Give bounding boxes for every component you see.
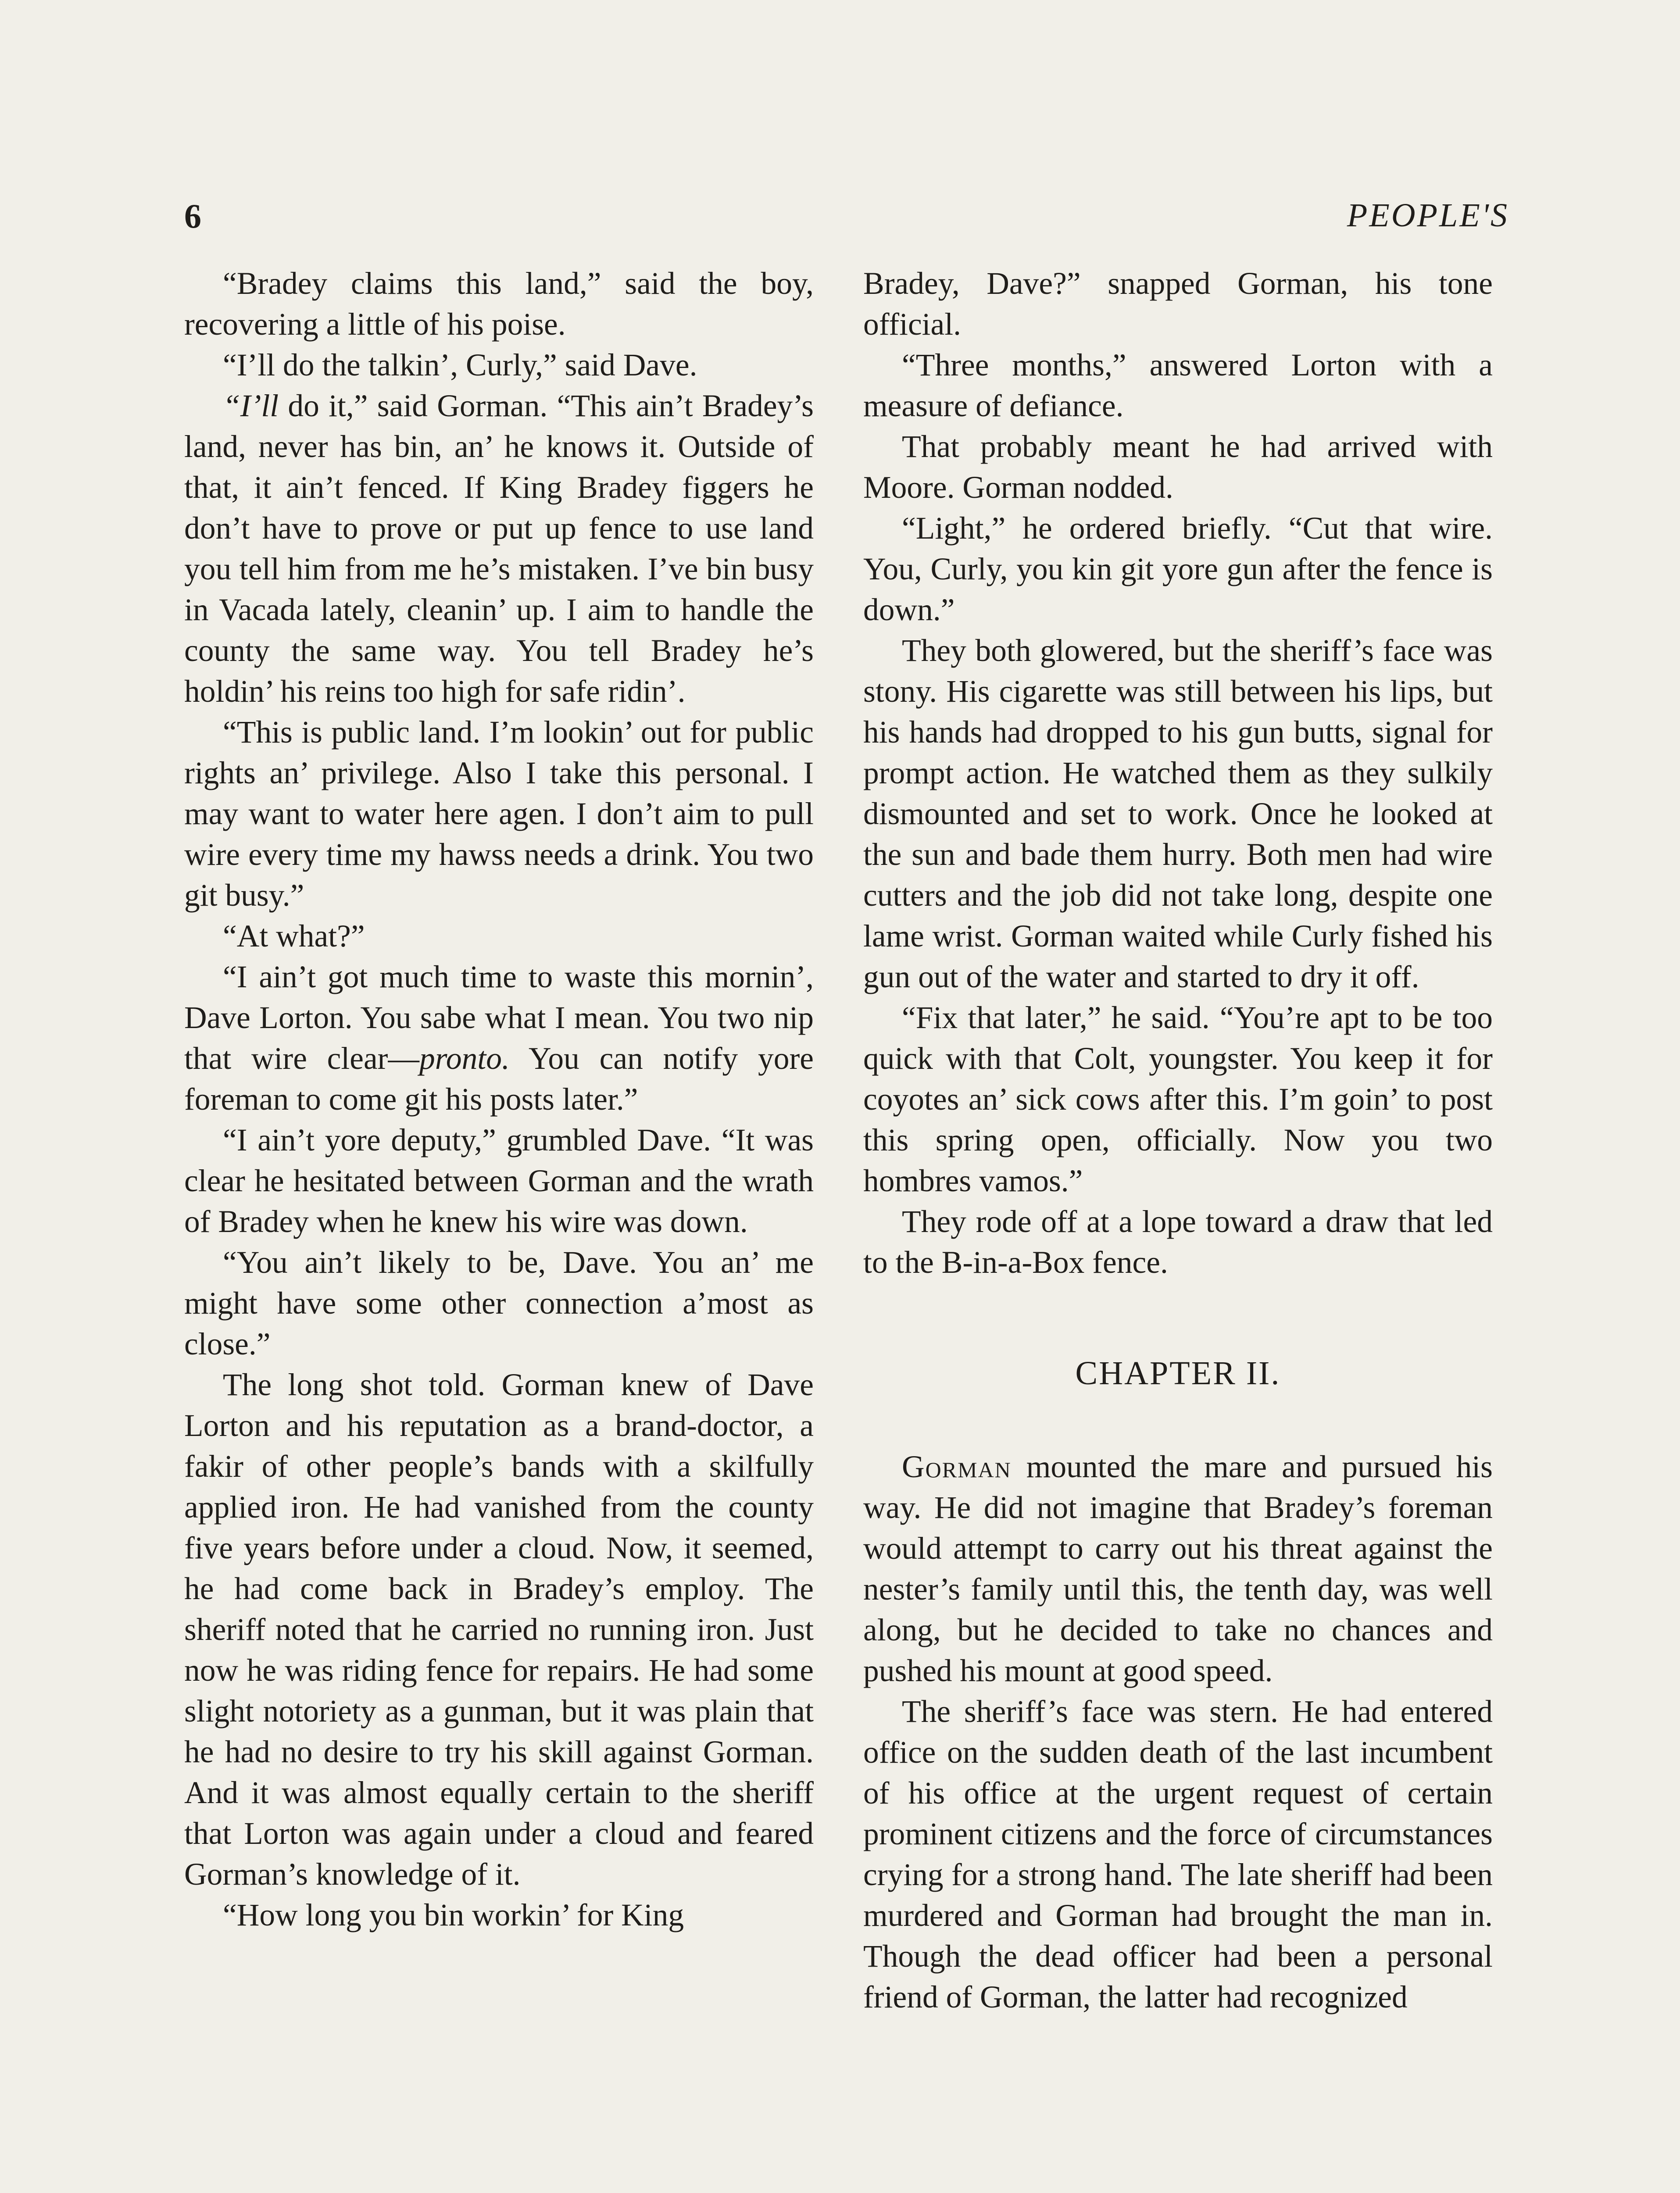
page-number: 6 [184, 197, 201, 235]
chapter-lead-word: Gorman [902, 1450, 1012, 1484]
paragraph: “Bradey claims this land,” said the boy, recovering a little of his poise. [184, 266, 814, 342]
paragraph: “I ain’t yore deputy,” grumbled Dave. “It was clear he hesitated between Gorman and the wrath of Bradey when he knew his wire was down. [184, 1123, 814, 1239]
page-header [184, 196, 1509, 245]
paragraph: “How long you bin workin’ for King [223, 1898, 684, 1932]
paragraph: The long shot told. Gorman knew of Dave Lorton and his reputation as a brand-doctor, a fakir of other people’s bands with a skilfully applied iron. He had vanished from the county five years before under a cloud. Now, it seemed, he had come back in Bradey’s employ. The sheriff noted that he carried no running iron. Just now he was riding fence for repairs. He had some slight notoriety as a gunman, but it was plain that he had no desire to try his skill against Gorman. And it was almost equally certain to the sheriff that Lorton was again under a cloud and feared Gorman’s knowledge of it. [184, 1368, 814, 1892]
paragraph: That probably meant he had arrived with Moore. Gorman nodded. [863, 429, 1493, 505]
paragraph: They rode off at a lope toward a draw that led to the B-in-a-Box fence. [863, 1204, 1493, 1280]
paragraph: “At what?” [223, 919, 365, 954]
paragraph: “You ain’t likely to be, Dave. You an’ me might have some other connection a’most as close.” [184, 1245, 814, 1361]
paragraph: “This is public land. I’m lookin’ out for public rights an’ privilege. Also I take this personal. I may want to water here agen. I don’t aim to pull wire every time my hawss needs a drink. You two git busy.” [184, 715, 814, 913]
running-title: PEOPLE'S [1347, 197, 1509, 234]
paragraph: “I ain’t got much time to waste this mornin’, Dave Lorton. You sabe what I mean. You two nip that wire clear—pronto. You can notify yore foreman to come git his posts later.” [184, 960, 814, 1117]
paragraph: “I’ll do it,” said Gorman. “This ain’t Bradey’s land, never has bin, an’ he knows it. Outside of that, it ain’t fenced. If King Bradey figgers he don’t have to prove or put up fence to use land you tell him from me he’s mistaken. I’ve bin busy in Vacada lately, cleanin’ up. I aim to handle the county the same way. You tell Bradey he’s holdin’ his reins too high for safe ridin’. [184, 389, 814, 709]
paragraph: “Fix that later,” he said. “You’re apt to be too quick with that Colt, youngster. You keep it for coyotes an’ sick cows after this. I’m goin’ to post this spring open, officially. Now you two hombres vamos.” [863, 1000, 1493, 1198]
left-column [184, 263, 814, 1936]
paragraph: The sheriff’s face was stern. He had entered office on the sudden death of the last incumbent of his office at the urgent request of certain prominent citizens and the force of circumstances crying for a strong hand. The late sheriff had been murdered and Gorman had brought the man in. Though the dead officer had been a personal friend of Gorman, the latter had recognized [863, 1694, 1493, 2014]
chapter-opening-paragraph: Gorman mounted the mare and pursued his way. He did not imagine that Bradey’s foreman would attempt to carry out his threat against the nester’s family until this, the tenth day, was well along, but he decided to take no chances and pushed his mount at good speed. [863, 1450, 1493, 1688]
chapter-heading: CHAPTER II. [1075, 1355, 1281, 1392]
paragraph: “I’ll do the talkin’, Curly,” said Dave. [223, 348, 697, 382]
paragraph: “Three months,” answered Lorton with a measure of defiance. [863, 348, 1493, 423]
paragraph: They both glowered, but the sheriff’s face was stony. His cigarette was still between his lips, but his hands had dropped to his gun butts, signal for prompt action. He watched them as they sulkily dismounted and set to work. Once he looked at the sun and bade them hurry. Both men had wire cutters and the job did not take long, despite one lame wrist. Gorman waited while Curly fished his gun out of the water and started to dry it off. [863, 633, 1493, 994]
paragraph-continued: Bradey, Dave?” snapped Gorman, his tone official. [863, 266, 1493, 342]
right-column [863, 263, 1493, 2018]
paragraph: “Light,” he ordered briefly. “Cut that wire. You, Curly, you kin git yore gun after the fence is down.” [863, 511, 1493, 627]
